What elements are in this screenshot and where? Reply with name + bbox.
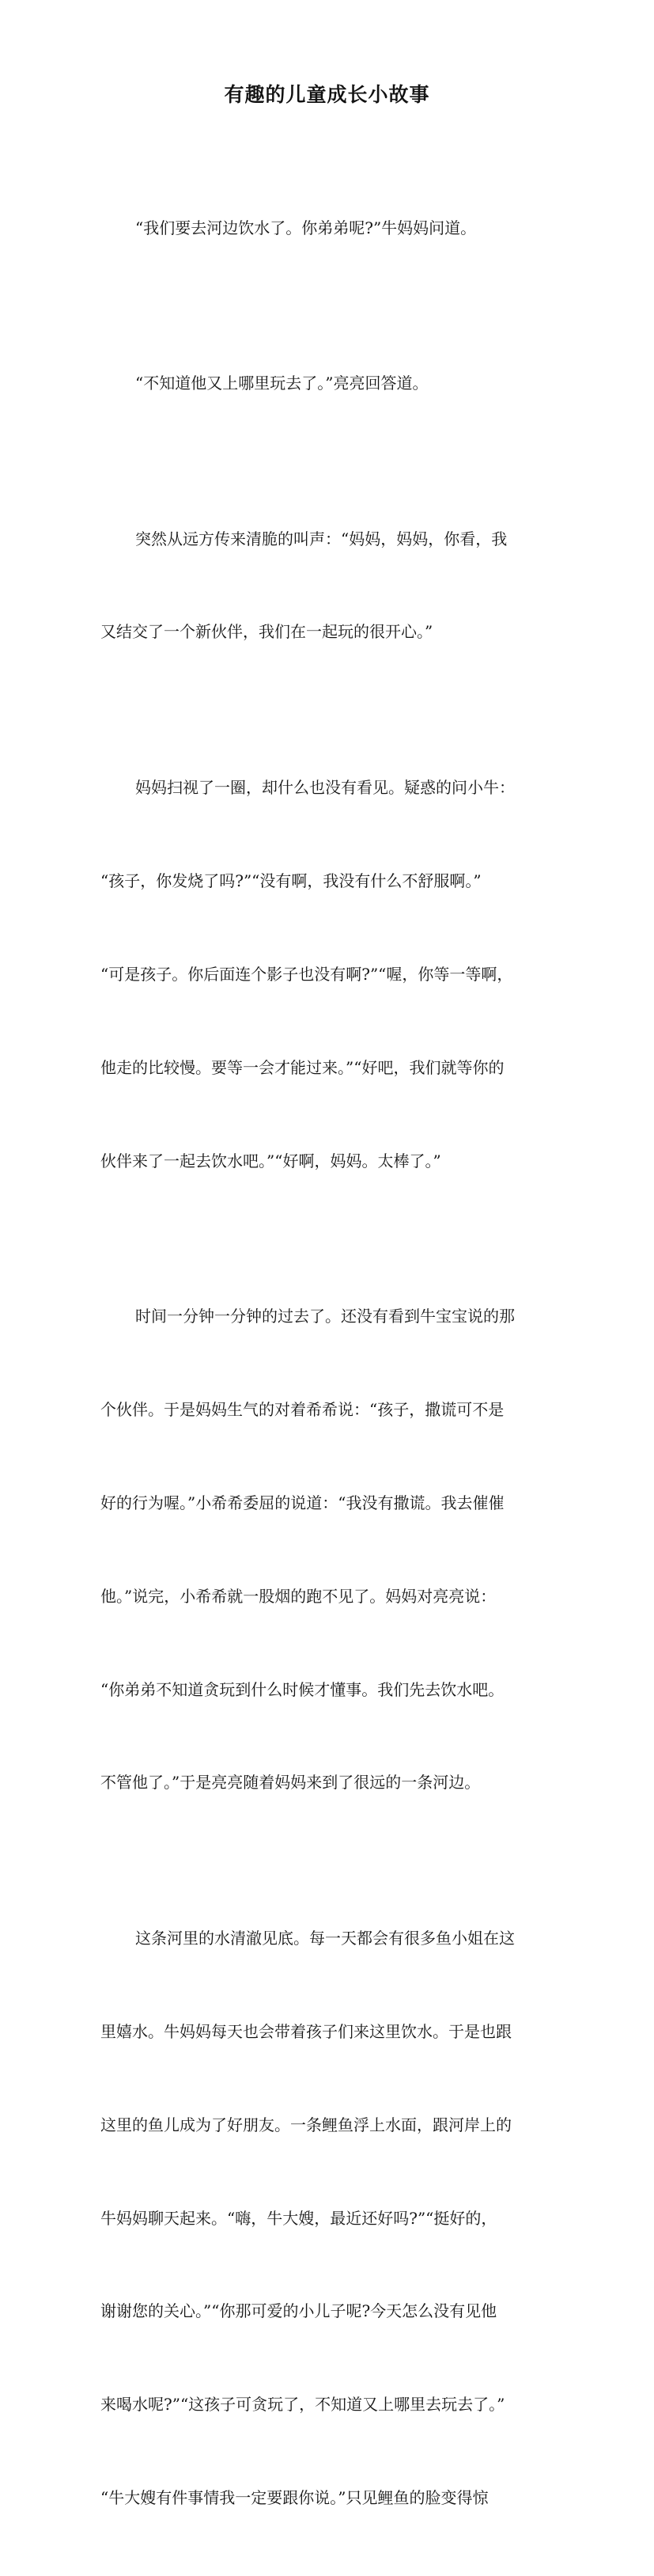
paragraph	[100, 150, 559, 305]
document-body	[100, 150, 559, 2576]
text-line: “我们要去河边饮水了。你弟弟呢?”牛妈妈问道。	[135, 218, 477, 237]
text-line: “你弟弟不知道贪玩到什么时候才懂事。我们先去饮水吧。	[100, 1679, 505, 1699]
text-line: 他。”说完，小希希就一股烟的跑不见了。妈妈对亮亮说：	[100, 1586, 497, 1606]
text-line: 牛妈妈聊天起来。“嗨，牛大嫂，最近还好吗?”“挺好的，	[100, 2208, 497, 2228]
text-line: “牛大嫂有件事情我一定要跟你说。”只见鲤鱼的脸变得惊	[100, 2488, 489, 2508]
paragraph	[100, 1239, 559, 1861]
document-title: 有趣的儿童成长小故事	[224, 83, 430, 106]
paragraph	[100, 1861, 559, 2576]
text-line: 里嬉水。牛妈妈每天也会带着孩子们来这里饮水。于是也跟	[100, 2021, 512, 2041]
text-line: 个伙伴。于是妈妈生气的对着希希说：“孩子，撒谎可不是	[100, 1399, 505, 1419]
text-line: 来喝水呢?”“这孩子可贪玩了，不知道又上哪里去玩去了。”	[100, 2395, 505, 2415]
paragraph	[100, 461, 559, 710]
paragraph	[100, 710, 559, 1239]
text-line: 时间一分钟一分钟的过去了。还没有看到牛宝宝说的那	[135, 1306, 515, 1326]
text-line: “可是孩子。你后面连个影子也没有啊?”“喔，你等一等啊，	[100, 964, 513, 984]
text-line: 不管他了。”于是亮亮随着妈妈来到了很远的一条河边。	[100, 1773, 481, 1793]
text-line: 妈妈扫视了一圈，却什么也没有看见。疑惑的问小牛：	[135, 777, 515, 797]
text-line: “不知道他又上哪里玩去了。”亮亮回答道。	[135, 374, 429, 393]
text-line: 又结交了一个新伙伴，我们在一起玩的很开心。”	[100, 622, 433, 642]
text-line: “孩子，你发烧了吗?”“没有啊，我没有什么不舒服啊。”	[100, 871, 482, 890]
text-line: 他走的比较慢。要等一会才能过来。”“好吧，我们就等你的	[100, 1057, 505, 1077]
text-line: 突然从远方传来清脆的叫声：“妈妈，妈妈，你看，我	[135, 529, 508, 548]
text-line: 这条河里的水清澈见底。每一天都会有很多鱼小姐在这	[135, 1928, 515, 1948]
text-line: 伙伴来了一起去饮水吧。”“好啊，妈妈。太棒了。”	[100, 1151, 441, 1170]
text-line: 这里的鱼儿成为了好朋友。一条鲤鱼浮上水面，跟河岸上的	[100, 2115, 512, 2134]
text-line: 好的行为喔。”小希希委屈的说道：“我没有撒谎。我去催催	[100, 1493, 505, 1512]
text-line: 谢谢您的关心。”“你那可爱的小儿子呢?今天怎么没有见他	[100, 2301, 497, 2321]
paragraph	[100, 305, 559, 461]
